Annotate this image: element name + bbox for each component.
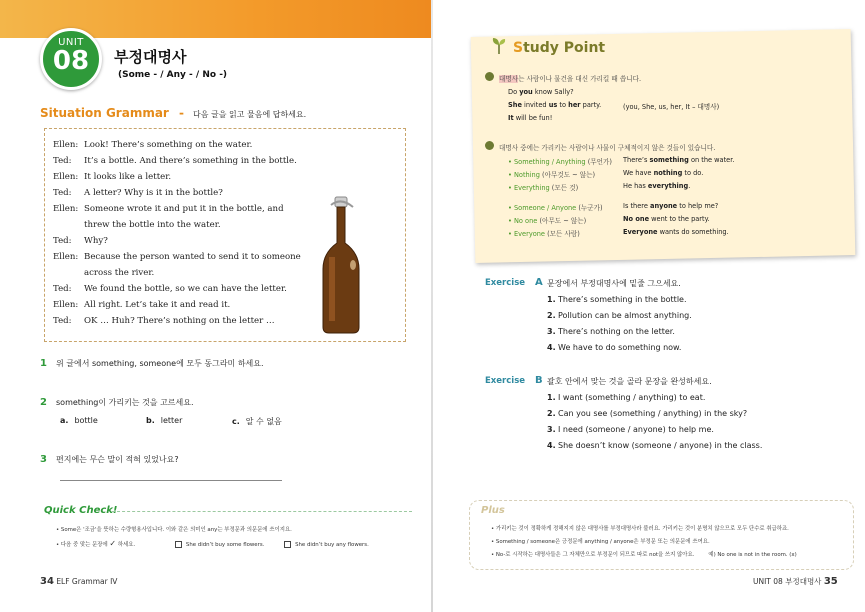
ex-text: Do xyxy=(508,88,520,96)
plus-title: Plus xyxy=(481,505,505,516)
pronoun-example xyxy=(623,169,703,177)
item-text: There’s something in the bottle. xyxy=(558,295,687,304)
exercise-item[interactable] xyxy=(547,425,714,434)
dialogue-text: Someone wrote it and put it in the bottle, and xyxy=(84,204,284,214)
checkmark-icon: ✓ xyxy=(109,539,117,548)
word: • Everyone xyxy=(508,230,545,238)
study-point-initial: S xyxy=(513,40,524,56)
ex-text: went to the party. xyxy=(649,215,710,223)
ex-text: . xyxy=(688,182,691,190)
option-b[interactable] xyxy=(146,416,182,425)
ex-bold: nothing xyxy=(653,169,683,177)
speaker: Ted: xyxy=(53,316,72,326)
point-1-text: 는 사람이나 물건을 대신 가리킬 때 씁니다. xyxy=(518,75,642,83)
pronoun-example xyxy=(623,215,710,223)
dialogue-text: Look! There’s something on the water. xyxy=(84,140,253,150)
ex-bold: anyone xyxy=(650,202,678,210)
situation-grammar-title xyxy=(40,106,184,120)
ex-bold: something xyxy=(649,156,689,164)
ex-text: He has xyxy=(623,182,648,190)
quick-check-title: Quick Check! xyxy=(44,505,118,516)
option-a[interactable] xyxy=(60,416,98,425)
speaker: Ted: xyxy=(53,188,72,198)
gloss: (모든 것) xyxy=(551,184,579,192)
example-line xyxy=(508,88,574,96)
ex-text: invited xyxy=(521,101,549,109)
point-1 xyxy=(499,73,641,83)
exercise-letter: B xyxy=(535,375,543,386)
ex-text: will be fun! xyxy=(513,114,553,122)
word: • Someone / Anyone xyxy=(508,204,577,212)
unit-folio: UNIT 08 부정대명사 xyxy=(753,577,822,586)
ex-bold: It xyxy=(508,114,514,122)
exercise-label: Exercise xyxy=(485,278,526,288)
gloss: (무언가) xyxy=(587,158,612,166)
dialogue-text: It’s a bottle. And there’s something in the bottle. xyxy=(84,156,297,166)
option-c[interactable] xyxy=(232,416,282,427)
speaker: Ellen: xyxy=(53,252,79,262)
speaker: Ellen: xyxy=(53,300,79,310)
unit-number: 08 xyxy=(52,46,90,76)
exercise-item[interactable] xyxy=(547,343,681,352)
quick-check-line xyxy=(56,539,369,548)
pronoun-example xyxy=(623,202,718,210)
ex-bold: you xyxy=(519,88,533,96)
speaker: Ellen: xyxy=(53,204,79,214)
ex-text: wants do something. xyxy=(657,228,729,236)
question-number: 1 xyxy=(40,358,47,369)
page-number: 34 xyxy=(40,576,54,587)
exercise-b-title xyxy=(485,375,543,386)
word: • Nothing xyxy=(508,171,540,179)
sprout-icon xyxy=(491,36,507,54)
dialogue-text: We found the bottle, so we can have the letter. xyxy=(84,284,287,294)
pronoun-word xyxy=(508,228,580,238)
checkbox-1[interactable] xyxy=(175,541,182,548)
question-1 xyxy=(40,358,264,369)
unit-title: 부정대명사 xyxy=(114,48,187,66)
plus-text: • No-로 시작하는 대명사들은 그 자체만으로 부정문이 되므로 따로 not을 쓰지 않아요. xyxy=(491,552,695,558)
item-text: We have to do something now. xyxy=(558,343,682,352)
pronoun-word xyxy=(508,169,595,179)
ex-text: to do. xyxy=(682,169,704,177)
point-2: 대명사 중에는 가리키는 사람이나 사물이 구체적이지 않은 것들이 있습니다. xyxy=(499,144,716,152)
question-text: something이 가리키는 것을 고르세요. xyxy=(56,398,194,407)
word: • No one xyxy=(508,217,538,225)
ex-bold: She xyxy=(508,101,522,109)
exercise-b-instruction: 괄호 안에서 맞는 것을 골라 문장을 완성하세요. xyxy=(547,377,712,386)
plus-box xyxy=(469,500,854,570)
dialogue-text: It looks like a letter. xyxy=(84,172,172,182)
pronoun-note: (you, She, us, her, It – 대명사) xyxy=(623,103,720,111)
item-number: 2. xyxy=(547,409,556,418)
answer-line[interactable] xyxy=(60,480,282,481)
left-page xyxy=(0,0,432,612)
example-line xyxy=(508,101,601,109)
dialogue-text: OK … Huh? There’s nothing on the letter … xyxy=(84,316,275,326)
dialogue-text: Because the person wanted to send it to someone xyxy=(84,252,301,262)
choice-1: She didn’t buy some flowers. xyxy=(185,542,265,548)
speaker: Ellen: xyxy=(53,172,79,182)
item-number: 1. xyxy=(547,393,556,402)
exercise-a-title xyxy=(485,277,543,288)
dialogue-text: threw the bottle into the water. xyxy=(84,220,221,230)
item-number: 4. xyxy=(547,343,556,352)
item-number: 4. xyxy=(547,441,556,450)
quick-check-line: • Some은 '조금'을 뜻하는 수량형용사입니다. 이와 같은 의미인 any는 부정문과 의문문에 쓰이지요. xyxy=(56,527,292,533)
word: • Everything xyxy=(508,184,550,192)
option-text: 알 수 없음 xyxy=(245,417,282,426)
exercise-item[interactable] xyxy=(547,409,747,418)
exercise-letter: A xyxy=(535,277,543,288)
speaker: Ted: xyxy=(53,284,72,294)
option-letter: b. xyxy=(146,416,155,425)
pronoun-example xyxy=(623,182,690,190)
item-number: 3. xyxy=(547,425,556,434)
item-number: 3. xyxy=(547,327,556,336)
pronoun-example xyxy=(623,228,729,236)
dialogue-text: Why? xyxy=(84,236,108,246)
ex-bold: No one xyxy=(623,215,650,223)
item-text: I need (someone / anyone) to help me. xyxy=(558,425,714,434)
ex-text: know Sally? xyxy=(532,88,574,96)
plus-example: 예) No one is not in the room. (x) xyxy=(708,552,797,558)
quick-check-suffix: 하세요. xyxy=(117,542,136,548)
question-number: 2 xyxy=(40,397,47,408)
choice-2: She didn’t buy any flowers. xyxy=(295,542,369,548)
item-text: Pollution can be almost anything. xyxy=(558,311,692,320)
speaker: Ted: xyxy=(53,156,72,166)
exercise-item[interactable] xyxy=(547,327,675,336)
gloss: (아무도 ~ 않는) xyxy=(539,217,587,225)
gloss: (누군가) xyxy=(578,204,603,212)
ex-bold: everything xyxy=(647,182,689,190)
question-text: 위 글에서 something, someone에 모두 동그라미 하세요. xyxy=(56,359,264,368)
item-text: She doesn’t know (someone / anyone) in the class. xyxy=(558,441,763,450)
divider xyxy=(112,511,412,512)
pronoun-word xyxy=(508,182,578,192)
exercise-item[interactable] xyxy=(547,311,692,320)
dialogue-box xyxy=(44,128,406,342)
bullet-icon xyxy=(485,141,494,150)
study-point-title xyxy=(513,40,605,56)
pronoun-word xyxy=(508,215,586,225)
plus-line xyxy=(491,550,797,558)
gloss: (모든 사람) xyxy=(547,230,580,238)
question-text: 편지에는 무슨 말이 적혀 있었나요? xyxy=(56,455,179,464)
ex-bold: Everyone xyxy=(623,228,658,236)
question-2 xyxy=(40,397,194,408)
exercise-item[interactable] xyxy=(547,295,687,304)
question-number: 3 xyxy=(40,454,47,465)
quick-check-prefix: • 다음 중 맞는 문장에 xyxy=(56,542,108,548)
ex-text: We have xyxy=(623,169,654,177)
exercise-item[interactable] xyxy=(547,441,762,450)
situation-instruction: 다음 글을 읽고 물음에 답하세요. xyxy=(193,110,307,119)
item-text: There’s nothing on the letter. xyxy=(558,327,675,336)
ex-text: party. xyxy=(580,101,602,109)
item-number: 2. xyxy=(547,311,556,320)
situation-grammar-label: Situation Grammar xyxy=(40,106,169,120)
plus-line: • 가리키는 것이 정확하게 정해지지 않은 대명사를 부정대명사라 불러요. 가리키는 것이 분명치 않으므로 모두 단수로 취급하죠. xyxy=(491,526,789,532)
item-text: Can you see (something / anything) in the sky? xyxy=(558,409,748,418)
exercise-label: Exercise xyxy=(485,376,526,386)
word: • Something / Anything xyxy=(508,158,586,166)
dialogue-text: across the river. xyxy=(84,268,155,278)
question-3 xyxy=(40,454,179,465)
plus-line: • Something / someone은 긍정문에 anything / anyone은 부정문 또는 의문문에 쓰여요. xyxy=(491,539,710,545)
highlight-term: 대명사 xyxy=(499,75,519,83)
gloss: (아무것도 ~ 않는) xyxy=(542,171,596,179)
ex-text: to help me? xyxy=(677,202,719,210)
bottle-image xyxy=(313,195,369,335)
unit-label: UNIT xyxy=(58,37,84,48)
page-folio-left xyxy=(40,576,117,587)
option-letter: c. xyxy=(232,417,240,426)
ex-text: Is there xyxy=(623,202,651,210)
unit-subtitle: (Some - / Any - / No -) xyxy=(118,70,228,80)
option-letter: a. xyxy=(60,416,69,425)
option-text: bottle xyxy=(74,416,98,425)
ex-text: to xyxy=(557,101,569,109)
pronoun-word xyxy=(508,156,612,166)
ex-bold: us xyxy=(548,101,558,109)
example-line xyxy=(508,114,552,122)
ex-bold: her xyxy=(568,101,581,109)
item-number: 1. xyxy=(547,295,556,304)
speaker: Ted: xyxy=(53,236,72,246)
unit-badge xyxy=(40,28,102,90)
book-title: ELF Grammar IV xyxy=(56,577,118,586)
item-text: I want (something / anything) to eat. xyxy=(558,393,706,402)
page-folio-right xyxy=(753,576,838,587)
page-number: 35 xyxy=(823,576,838,587)
situation-dash: - xyxy=(179,106,185,120)
right-page xyxy=(433,0,865,612)
pronoun-example xyxy=(623,156,734,164)
pronoun-word xyxy=(508,202,603,212)
ex-text: There’s xyxy=(623,156,650,164)
study-point-rest: tudy Point xyxy=(523,40,606,56)
ex-text: on the water. xyxy=(688,156,735,164)
checkbox-2[interactable] xyxy=(284,541,291,548)
dialogue-text: A letter? Why is it in the bottle? xyxy=(84,188,223,198)
speaker: Ellen: xyxy=(53,140,79,150)
exercise-item[interactable] xyxy=(547,393,705,402)
bullet-icon xyxy=(485,72,494,81)
option-text: letter xyxy=(160,416,183,425)
dialogue-text: All right. Let’s take it and read it. xyxy=(84,300,231,310)
exercise-a-instruction: 문장에서 부정대명사에 밑줄 그으세요. xyxy=(547,279,681,288)
